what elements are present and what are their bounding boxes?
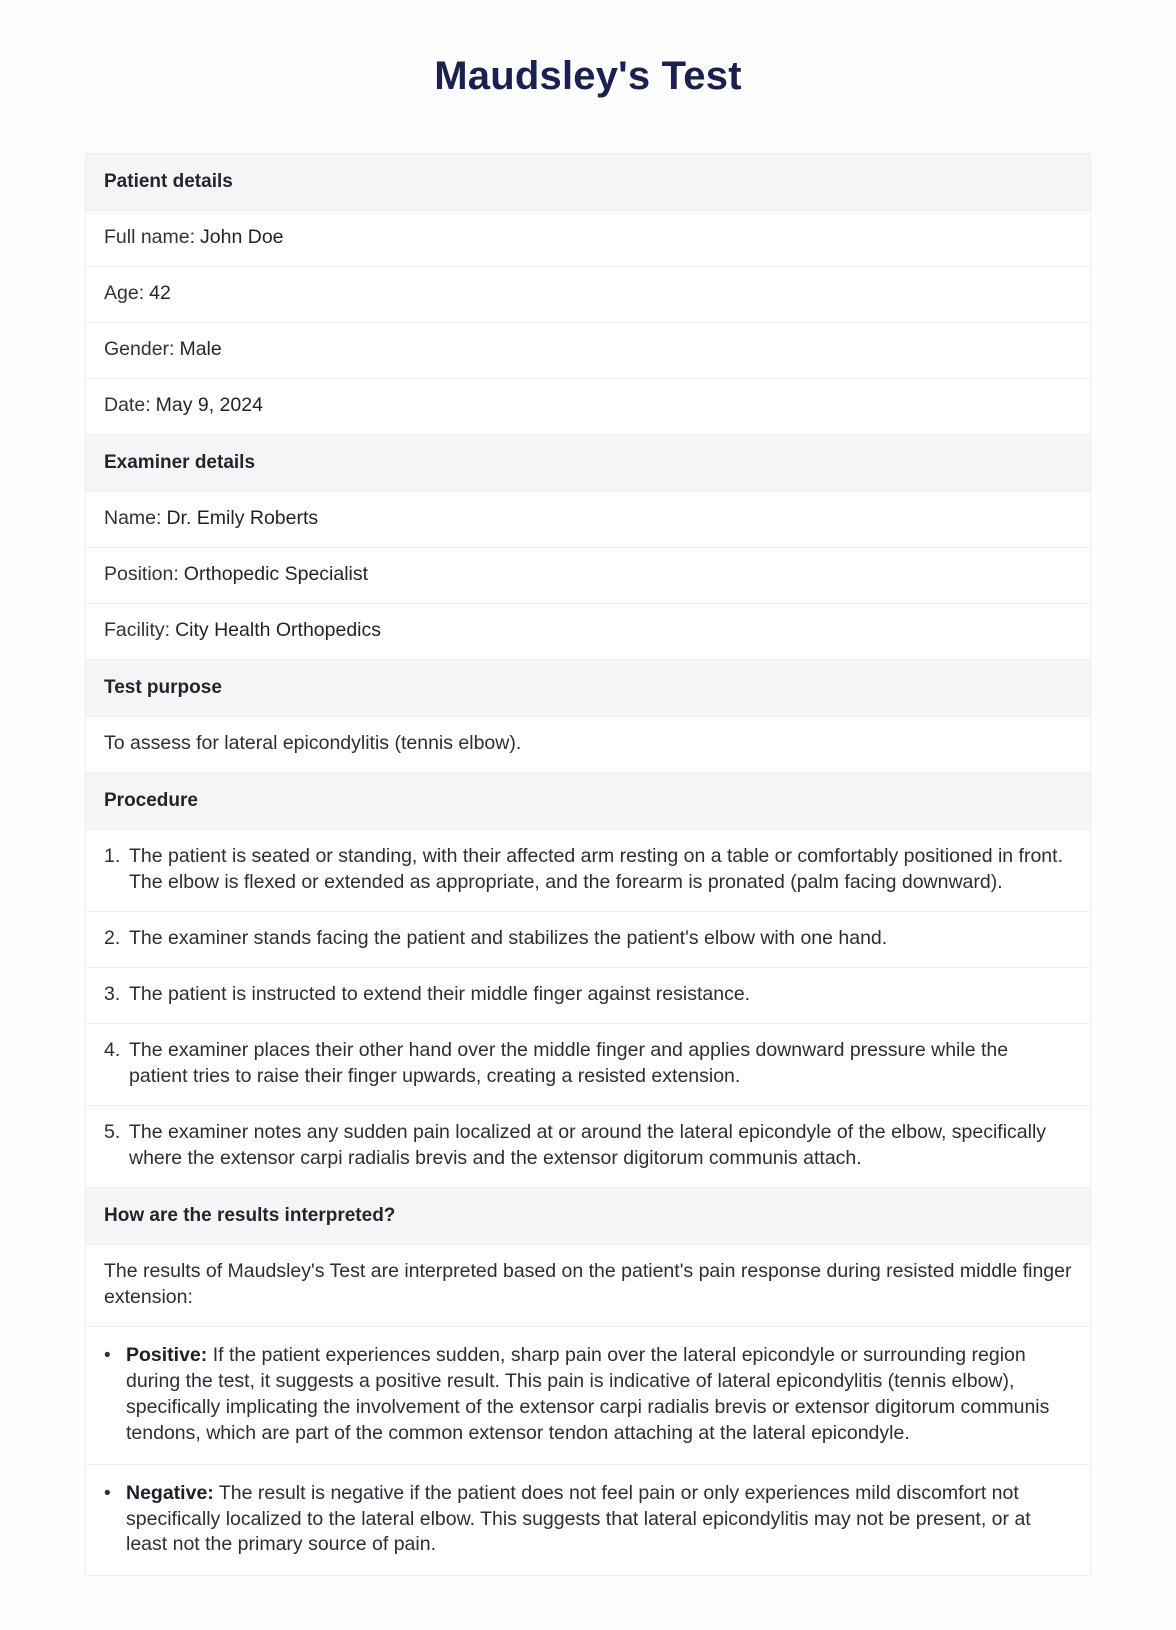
outcome-description: If the patient experiences sudden, sharp pain over the lateral epicondyle or surrounding region during the test, it suggests a positive result. This pain is indicative of lateral epicondylitis (tennis elbow), specifically implicating the involvement of the extensor carpi radialis brevis or extensor digitorum communis tendons, which are part of the common extensor tendon attaching at the lateral epicondyle. bbox=[126, 1343, 1050, 1444]
field-value: Male bbox=[179, 338, 222, 361]
table-row bbox=[86, 267, 1091, 323]
field-label: Date: bbox=[104, 394, 151, 417]
table-row bbox=[86, 548, 1091, 604]
table-row bbox=[86, 717, 1091, 773]
table-row bbox=[86, 1105, 1091, 1187]
bullet-icon: • bbox=[104, 1344, 111, 1366]
assessment-table bbox=[85, 153, 1091, 1576]
list-item-text bbox=[126, 1343, 1072, 1447]
field-label: Gender: bbox=[104, 338, 175, 361]
section-header-examiner-details bbox=[86, 434, 1091, 491]
table-row bbox=[86, 830, 1091, 912]
field-label: Age: bbox=[104, 282, 145, 305]
table-row bbox=[86, 1245, 1091, 1327]
field-value: 42 bbox=[149, 282, 171, 305]
list-marker: 4. bbox=[104, 1039, 121, 1062]
field-value: May 9, 2024 bbox=[155, 394, 263, 417]
field-value: Dr. Emily Roberts bbox=[166, 507, 319, 530]
section-header-label: Examiner details bbox=[86, 434, 1091, 491]
outcome-description: The result is negative if the patient does not feel pain or only experiences mild discomfort not specifically localized to the lateral elbow. This suggests that lateral epicondylitis may not be present, or at least not the primary source of pain. bbox=[126, 1481, 1031, 1556]
field-label: Full name: bbox=[104, 226, 196, 249]
list-item-text: The patient is instructed to extend their middle finger against resistance. bbox=[129, 983, 751, 1006]
field-label: Position: bbox=[104, 563, 179, 586]
section-header-label: Test purpose bbox=[86, 659, 1091, 716]
list-marker: 5. bbox=[104, 1120, 121, 1143]
list-item-text: The examiner notes any sudden pain localized at or around the lateral epicondyle of the elbow, specifically where the extensor carpi radialis brevis and the extensor digitorum communis attach. bbox=[129, 1120, 1047, 1169]
field-full-name bbox=[86, 211, 1091, 267]
table-row bbox=[86, 1326, 1091, 1464]
section-header-label: Patient details bbox=[86, 154, 1091, 211]
interpretation-outcome-negative bbox=[86, 1464, 1091, 1576]
table-row bbox=[86, 912, 1091, 968]
table-row bbox=[86, 323, 1091, 379]
procedure-step-1 bbox=[86, 830, 1091, 912]
list-marker: 1. bbox=[104, 845, 121, 868]
procedure-step-5 bbox=[86, 1105, 1091, 1187]
section-header-test-purpose bbox=[86, 659, 1091, 716]
field-value: City Health Orthopedics bbox=[175, 619, 382, 642]
interpretation-outcome-positive bbox=[86, 1326, 1091, 1464]
field-examiner-position bbox=[86, 548, 1091, 604]
table-row bbox=[86, 604, 1091, 660]
list-item-text: The examiner stands facing the patient and stabilizes the patient's elbow with one hand. bbox=[129, 927, 888, 950]
table-row bbox=[86, 968, 1091, 1024]
field-age bbox=[86, 267, 1091, 323]
procedure-step-4 bbox=[86, 1024, 1091, 1106]
section-header-label: Procedure bbox=[86, 773, 1091, 830]
procedure-step-3 bbox=[86, 968, 1091, 1024]
field-examiner-name bbox=[86, 492, 1091, 548]
field-date bbox=[86, 379, 1091, 435]
outcome-term: Positive: bbox=[126, 1343, 208, 1366]
table-row bbox=[86, 492, 1091, 548]
outcome-term: Negative: bbox=[126, 1481, 214, 1504]
list-marker: 3. bbox=[104, 983, 121, 1006]
table-row bbox=[86, 1464, 1091, 1576]
field-value: Orthopedic Specialist bbox=[183, 563, 369, 586]
test-purpose-body: To assess for lateral epicondylitis (tennis elbow). bbox=[86, 717, 1091, 773]
list-marker: 2. bbox=[104, 927, 121, 950]
page-title: Maudsley's Test bbox=[434, 54, 742, 98]
section-header-label: How are the results interpreted? bbox=[86, 1187, 1091, 1244]
section-header-interpretation bbox=[86, 1187, 1091, 1244]
field-gender bbox=[86, 323, 1091, 379]
table-row bbox=[86, 379, 1091, 435]
assessment-form bbox=[85, 153, 1091, 1576]
field-label: Name: bbox=[104, 507, 162, 530]
field-value: John Doe bbox=[200, 226, 284, 249]
table-row bbox=[86, 211, 1091, 267]
field-examiner-facility bbox=[86, 604, 1091, 660]
list-item-text: The patient is seated or standing, with their affected arm resting on a table or comfortably positioned in front. The elbow is flexed or extended as appropriate, and the forearm is pronated (palm facing downward). bbox=[129, 845, 1063, 894]
procedure-step-2 bbox=[86, 912, 1091, 968]
section-header-patient-details bbox=[86, 154, 1091, 211]
table-row bbox=[86, 1024, 1091, 1106]
list-item-text: The examiner places their other hand over the middle finger and applies downward pressure while the patient tries to raise their finger upwards, creating a resisted extension. bbox=[129, 1039, 1009, 1088]
bullet-icon: • bbox=[104, 1482, 111, 1504]
interpretation-intro: The results of Maudsley's Test are interpreted based on the patient's pain response during resisted middle finger extension: bbox=[86, 1245, 1091, 1327]
list-item-text bbox=[126, 1481, 1072, 1559]
field-label: Facility: bbox=[104, 619, 171, 642]
section-header-procedure bbox=[86, 773, 1091, 830]
